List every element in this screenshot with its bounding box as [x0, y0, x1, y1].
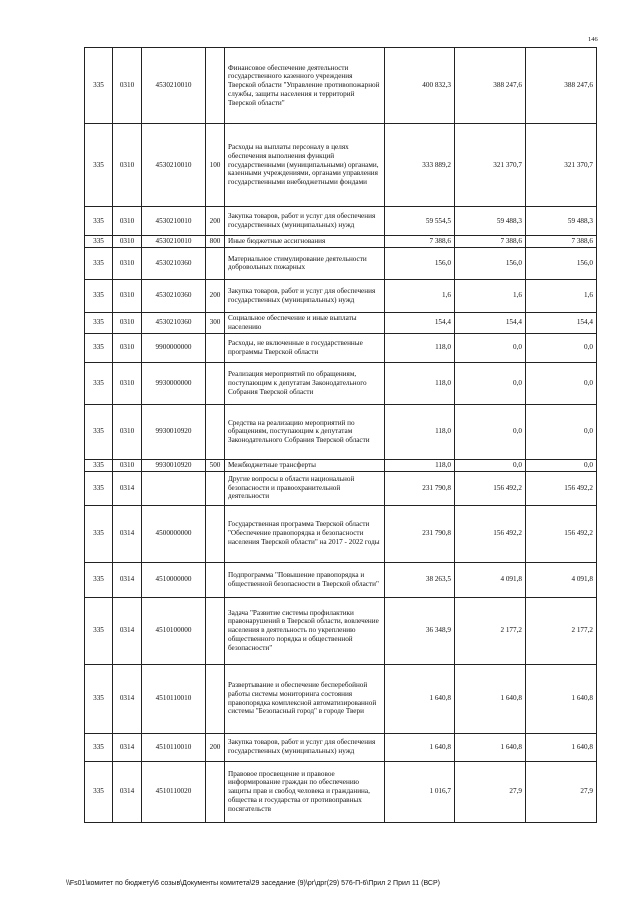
cell-target-article: 4500000000 [142, 505, 206, 562]
cell-target-article: 9900000000 [142, 333, 206, 362]
cell-amount-3: 156,0 [526, 247, 597, 279]
cell-amount-1: 1 640,8 [385, 664, 455, 733]
cell-expense-type: 200 [206, 207, 225, 236]
cell-amount-2: 7 388,6 [455, 236, 526, 248]
cell-amount-3: 7 388,6 [526, 236, 597, 248]
cell-amount-2: 1,6 [455, 279, 526, 312]
cell-amount-2: 0,0 [455, 404, 526, 459]
cell-description: Закупка товаров, работ и услуг для обеспечения государственных (муниципальных) нужд [225, 207, 385, 236]
table-row [85, 505, 597, 562]
table-row [85, 362, 597, 404]
cell-expense-type [206, 247, 225, 279]
cell-description: Финансовое обеспечение деятельности государственного казенного учреждения Тверской области "Управление противопожарной службы, защиты населения и территорий Тверской области" [225, 48, 385, 124]
table-row [85, 279, 597, 312]
cell-amount-2: 154,4 [455, 312, 526, 333]
cell-admin-code: 335 [85, 459, 113, 471]
cell-section-code: 0314 [113, 664, 142, 733]
cell-description: Иные бюджетные ассигнования [225, 236, 385, 248]
cell-admin-code: 335 [85, 312, 113, 333]
cell-target-article: 4510110010 [142, 733, 206, 761]
cell-amount-1: 36 348,9 [385, 597, 455, 664]
cell-amount-3: 27,9 [526, 761, 597, 822]
cell-target-article: 4530210360 [142, 247, 206, 279]
cell-amount-1: 1,6 [385, 279, 455, 312]
cell-amount-1: 333 889,2 [385, 124, 455, 207]
cell-target-article: 4510110020 [142, 761, 206, 822]
cell-target-article: 4530210010 [142, 207, 206, 236]
cell-admin-code: 335 [85, 207, 113, 236]
cell-section-code: 0314 [113, 761, 142, 822]
cell-amount-3: 1 640,8 [526, 664, 597, 733]
cell-target-article: 9930010920 [142, 404, 206, 459]
cell-amount-1: 7 388,6 [385, 236, 455, 248]
cell-section-code: 0310 [113, 124, 142, 207]
table-row [85, 459, 597, 471]
cell-section-code: 0314 [113, 505, 142, 562]
cell-description: Закупка товаров, работ и услуг для обеспечения государственных (муниципальных) нужд [225, 279, 385, 312]
cell-amount-3: 0,0 [526, 362, 597, 404]
cell-admin-code: 335 [85, 505, 113, 562]
cell-amount-3: 156 492,2 [526, 505, 597, 562]
cell-amount-2: 1 640,8 [455, 664, 526, 733]
cell-description: Задача "Развитие системы профилактики правонарушений в Тверской области, вовлечение населения в деятельность по укреплению общественного порядка и общественной безопасности" [225, 597, 385, 664]
cell-expense-type [206, 362, 225, 404]
cell-amount-1: 118,0 [385, 459, 455, 471]
cell-admin-code: 335 [85, 471, 113, 505]
cell-amount-3: 321 370,7 [526, 124, 597, 207]
cell-admin-code: 335 [85, 333, 113, 362]
cell-amount-3: 2 177,2 [526, 597, 597, 664]
cell-section-code: 0314 [113, 597, 142, 664]
cell-amount-2: 27,9 [455, 761, 526, 822]
table-row [85, 733, 597, 761]
cell-target-article: 4510110010 [142, 664, 206, 733]
cell-amount-3: 0,0 [526, 404, 597, 459]
cell-amount-2: 156 492,2 [455, 471, 526, 505]
cell-expense-type: 800 [206, 236, 225, 248]
cell-description: Правовое просвещение и правовое информирование граждан по обеспечению защиты прав и свобод человека и гражданина, общества и государства от противоправных посягательств [225, 761, 385, 822]
cell-amount-1: 400 832,3 [385, 48, 455, 124]
cell-description: Расходы, не включенные в государственные программы Тверской области [225, 333, 385, 362]
budget-table [84, 47, 597, 823]
cell-target-article: 9930000000 [142, 362, 206, 404]
cell-description: Межбюджетные трансферты [225, 459, 385, 471]
cell-expense-type: 200 [206, 279, 225, 312]
cell-target-article: 4530210360 [142, 312, 206, 333]
cell-section-code: 0314 [113, 733, 142, 761]
cell-admin-code: 335 [85, 247, 113, 279]
table-row [85, 404, 597, 459]
cell-expense-type: 500 [206, 459, 225, 471]
cell-target-article: 9930010920 [142, 459, 206, 471]
cell-description: Государственная программа Тверской области "Обеспечение правопорядка и безопасности населения Тверской области" на 2017 - 2022 годы [225, 505, 385, 562]
cell-admin-code: 335 [85, 362, 113, 404]
cell-amount-3: 59 488,3 [526, 207, 597, 236]
cell-amount-1: 1 640,8 [385, 733, 455, 761]
cell-target-article: 4530210010 [142, 48, 206, 124]
cell-section-code: 0310 [113, 404, 142, 459]
cell-description: Подпрограмма "Повышение правопорядка и общественной безопасности в Тверской области" [225, 562, 385, 597]
cell-amount-3: 0,0 [526, 459, 597, 471]
cell-admin-code: 335 [85, 124, 113, 207]
cell-amount-1: 154,4 [385, 312, 455, 333]
cell-section-code: 0310 [113, 333, 142, 362]
cell-amount-1: 59 554,5 [385, 207, 455, 236]
table-row [85, 597, 597, 664]
cell-expense-type: 100 [206, 124, 225, 207]
table-row [85, 48, 597, 124]
table-row [85, 247, 597, 279]
cell-description: Материальное стимулирование деятельности добровольных пожарных [225, 247, 385, 279]
cell-amount-3: 154,4 [526, 312, 597, 333]
table-row [85, 333, 597, 362]
table-row [85, 761, 597, 822]
table-body [85, 48, 597, 823]
cell-admin-code: 335 [85, 664, 113, 733]
cell-amount-1: 38 263,5 [385, 562, 455, 597]
cell-target-article: 4530210360 [142, 279, 206, 312]
cell-section-code: 0310 [113, 236, 142, 248]
table-row [85, 312, 597, 333]
cell-amount-1: 118,0 [385, 404, 455, 459]
cell-amount-3: 1 640,8 [526, 733, 597, 761]
cell-amount-1: 118,0 [385, 333, 455, 362]
cell-amount-2: 156,0 [455, 247, 526, 279]
cell-amount-2: 0,0 [455, 362, 526, 404]
cell-admin-code: 335 [85, 279, 113, 312]
cell-amount-1: 231 790,8 [385, 505, 455, 562]
cell-amount-2: 2 177,2 [455, 597, 526, 664]
cell-section-code: 0310 [113, 247, 142, 279]
cell-expense-type [206, 761, 225, 822]
cell-expense-type [206, 471, 225, 505]
cell-amount-2: 1 640,8 [455, 733, 526, 761]
cell-amount-1: 1 016,7 [385, 761, 455, 822]
cell-expense-type [206, 404, 225, 459]
cell-section-code: 0310 [113, 279, 142, 312]
cell-target-article: 4510100000 [142, 597, 206, 664]
cell-amount-3: 156 492,2 [526, 471, 597, 505]
cell-expense-type [206, 505, 225, 562]
cell-amount-2: 321 370,7 [455, 124, 526, 207]
cell-target-article [142, 471, 206, 505]
cell-expense-type [206, 597, 225, 664]
cell-description: Другие вопросы в области национальной безопасности и правоохранительной деятельности [225, 471, 385, 505]
cell-expense-type [206, 562, 225, 597]
cell-expense-type: 300 [206, 312, 225, 333]
cell-amount-2: 156 492,2 [455, 505, 526, 562]
cell-amount-1: 231 790,8 [385, 471, 455, 505]
cell-section-code: 0314 [113, 562, 142, 597]
cell-admin-code: 335 [85, 733, 113, 761]
cell-description: Закупка товаров, работ и услуг для обеспечения государственных (муниципальных) нужд [225, 733, 385, 761]
cell-amount-1: 156,0 [385, 247, 455, 279]
cell-target-article: 4510000000 [142, 562, 206, 597]
table-row [85, 124, 597, 207]
cell-amount-3: 1,6 [526, 279, 597, 312]
cell-description: Средства на реализацию мероприятий по обращениям, поступающим к депутатам Законодательного Собрания Тверской области [225, 404, 385, 459]
table-row [85, 471, 597, 505]
cell-expense-type [206, 333, 225, 362]
cell-amount-2: 59 488,3 [455, 207, 526, 236]
cell-description: Расходы на выплаты персоналу в целях обеспечения выполнения функций государственными (муниципальными) органами, казенными учреждениями, органами управления государственными внебюджетными фондами [225, 124, 385, 207]
cell-admin-code: 335 [85, 404, 113, 459]
cell-section-code: 0310 [113, 362, 142, 404]
cell-section-code: 0310 [113, 48, 142, 124]
cell-expense-type: 200 [206, 733, 225, 761]
cell-amount-2: 0,0 [455, 333, 526, 362]
table-row [85, 236, 597, 248]
cell-admin-code: 335 [85, 48, 113, 124]
cell-section-code: 0310 [113, 207, 142, 236]
cell-admin-code: 335 [85, 236, 113, 248]
cell-amount-3: 0,0 [526, 333, 597, 362]
cell-admin-code: 335 [85, 562, 113, 597]
table-row [85, 562, 597, 597]
table-row [85, 664, 597, 733]
table-row [85, 207, 597, 236]
cell-section-code: 0310 [113, 459, 142, 471]
cell-amount-3: 4 091,8 [526, 562, 597, 597]
cell-amount-3: 388 247,6 [526, 48, 597, 124]
cell-expense-type [206, 664, 225, 733]
cell-expense-type [206, 48, 225, 124]
cell-description: Реализация мероприятий по обращениям, поступающим к депутатам Законодательного Собрания Тверской области [225, 362, 385, 404]
page-number: 146 [588, 36, 598, 43]
cell-description: Развертывание и обеспечение бесперебойной работы системы мониторинга состояния правопорядка комплексной автоматизированной системы "Безопасный город" в городе Твери [225, 664, 385, 733]
cell-amount-2: 0,0 [455, 459, 526, 471]
cell-target-article: 4530210010 [142, 124, 206, 207]
cell-description: Социальное обеспечение и иные выплаты населению [225, 312, 385, 333]
cell-target-article: 4530210010 [142, 236, 206, 248]
cell-amount-1: 118,0 [385, 362, 455, 404]
cell-section-code: 0310 [113, 312, 142, 333]
cell-amount-2: 388 247,6 [455, 48, 526, 124]
cell-admin-code: 335 [85, 597, 113, 664]
cell-section-code: 0314 [113, 471, 142, 505]
footer-file-path: \\Fs01\комитет по бюджету\6 созыв\Документы комитета\29 заседание (9)\рг\дрг(29) 576-П-6\Прил 2 Прил 11 (ВСР) [66, 880, 440, 887]
cell-amount-2: 4 091,8 [455, 562, 526, 597]
cell-admin-code: 335 [85, 761, 113, 822]
